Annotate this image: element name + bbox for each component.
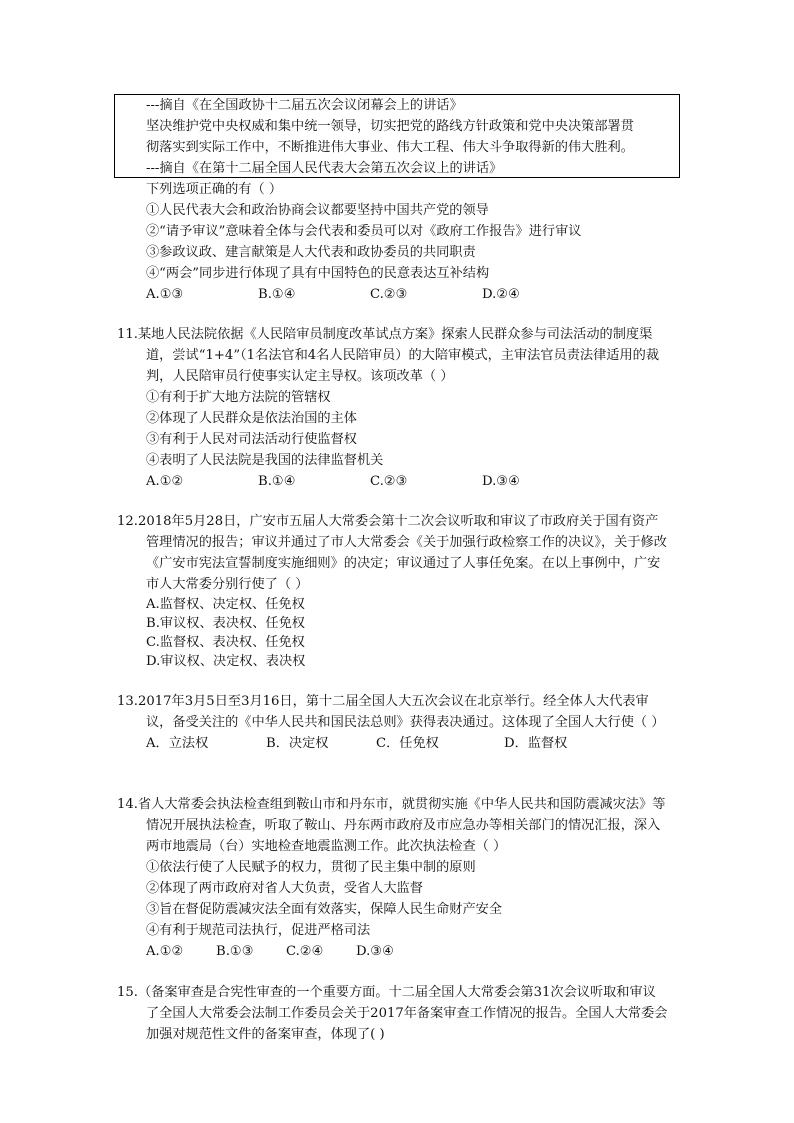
quote-line: 彻落实到实际工作中，不断推进伟大事业、伟大工程、伟大斗争取得新的伟大胜利。 (146, 140, 634, 155)
answer-item: ③参政议政、建言献策是人大代表和政协委员的共同职责 (146, 245, 476, 260)
option-a[interactable]: A.①② (146, 474, 184, 489)
option-b[interactable]: B.审议权、表决权、任免权 (146, 616, 305, 631)
answer-item: ①有利于扩大地方法院的管辖权 (146, 390, 331, 405)
question-11-line: 11.某地人民法院依据《人民陪审员制度改革试点方案》探索人民群众参与司法活动的制度渠 (117, 327, 653, 342)
option-d[interactable]: D.③④ (482, 474, 520, 489)
quote-source-1: ---摘自《在全国政协十二届五次会议闭幕会上的讲话》 (146, 98, 463, 113)
option-c[interactable]: C.②③ (370, 474, 408, 489)
question-12-line: 市人大常委分别行使了（ ） (146, 577, 309, 592)
option-b[interactable]: B．决定权 (266, 736, 329, 751)
option-d[interactable]: D．监督权 (504, 736, 568, 751)
question-11-line: 道，尝试“1+4”（1名法官和4名人民陪审员）的大陪审模式，主审法官员责法律适用的裁 (146, 348, 660, 363)
option-d[interactable]: D.③④ (356, 944, 394, 959)
question-stem: 下列选项正确的有（ ） (146, 182, 283, 197)
answer-item: ②“请予审议”意味着全体与会代表和委员可以对《政府工作报告》进行审议 (146, 224, 582, 239)
question-12-line: 12.2018年5月28日，广安市五届人大常委会第十二次会议听取和审议了市政府关于国有资产 (117, 514, 659, 529)
quote-source-2: ---摘自《在第十二届全国人民代表大会第五次会议上的讲话》 (146, 161, 503, 176)
option-d[interactable]: D.审议权、决定权、表决权 (146, 654, 306, 669)
option-b[interactable]: B.①④ (258, 474, 296, 489)
question-14-line: 14.省人大常委会执法检查组到鞍山市和丹东市，就贯彻实施《中华人民共和国防震减灾法》等 (117, 797, 666, 812)
question-15-line: 15.（备案审查是合宪性审查的一个重要方面。十二届全国人大常委会第31次会议听取和审议 (117, 985, 656, 1000)
answer-item: ④“两会”同步进行体现了具有中国特色的民意表达互补结构 (146, 266, 490, 281)
option-a[interactable]: A．立法权 (146, 736, 209, 751)
question-14-line: 两市地震局（台）实地检查地震监测工作。此次执法检查（ ） (146, 839, 507, 854)
option-c[interactable]: C．任免权 (376, 736, 439, 751)
answer-item: ②体现了人民群众是依法治国的主体 (146, 411, 357, 426)
answer-item: ④有利于规范司法执行，促进严格司法 (146, 923, 371, 938)
option-b[interactable]: B.①③ (216, 944, 254, 959)
option-b[interactable]: B.①④ (258, 287, 296, 302)
question-12-line: 管理情况的报告；审议并通过了市人大常委会《关于加强行政检察工作的决议》，关于修改 (146, 535, 667, 550)
question-11-line: 判，人民陪审员行使事实认定主导权。该项改革（ ） (146, 369, 454, 384)
question-14-line: 情况开展执法检查，听取了鞍山、丹东两市政府及市应急办等相关部门的情况汇报，深入 (146, 818, 661, 833)
answer-item: ①人民代表大会和政治协商会议都要坚持中国共产党的领导 (146, 203, 489, 218)
option-d[interactable]: D.②④ (482, 287, 520, 302)
option-a[interactable]: A.①② (146, 944, 184, 959)
option-c[interactable]: C.②③ (370, 287, 408, 302)
option-a[interactable]: A.监督权、决定权、任免权 (146, 597, 305, 612)
question-12-line: 《广安市宪法宣誓制度实施细则》的决定；审议通过了人事任免案。在以上事例中，广安 (146, 556, 661, 571)
answer-item: ②体现了两市政府对省人大负责，受省人大监督 (146, 881, 423, 896)
question-13-line: 13.2017年3月5日至3月16日，第十二届全国人大五次会议在北京举行。经全体人大代表审 (117, 694, 649, 709)
answer-item: ④表明了人民法院是我国的法律监督机关 (146, 453, 384, 468)
question-15-line: 了全国人大常委会法制工作委员会关于2017年备案审查工作情况的报告。全国人大常委会 (146, 1006, 668, 1021)
answer-item: ①依法行使了人民赋予的权力，贯彻了民主集中制的原则 (146, 860, 476, 875)
answer-item: ③旨在督促防震减灾法全面有效落实，保障人民生命财产安全 (146, 902, 503, 917)
question-15-line: 加强对规范性文件的备案审查，体现了( ) (146, 1027, 385, 1042)
quote-line: 坚决维护党中央权威和集中统一领导，切实把党的路线方针政策和党中央决策部署贯 (146, 119, 634, 134)
option-c[interactable]: C.监督权、表决权、任免权 (146, 635, 305, 650)
answer-item: ③有利于人民对司法活动行使监督权 (146, 432, 357, 447)
option-a[interactable]: A.①③ (146, 287, 184, 302)
option-c[interactable]: C.②④ (286, 944, 324, 959)
question-13-line: 议，备受关注的《中华人民共和国民法总则》获得表决通过。这体现了全国人大行使（ ） (146, 715, 665, 730)
